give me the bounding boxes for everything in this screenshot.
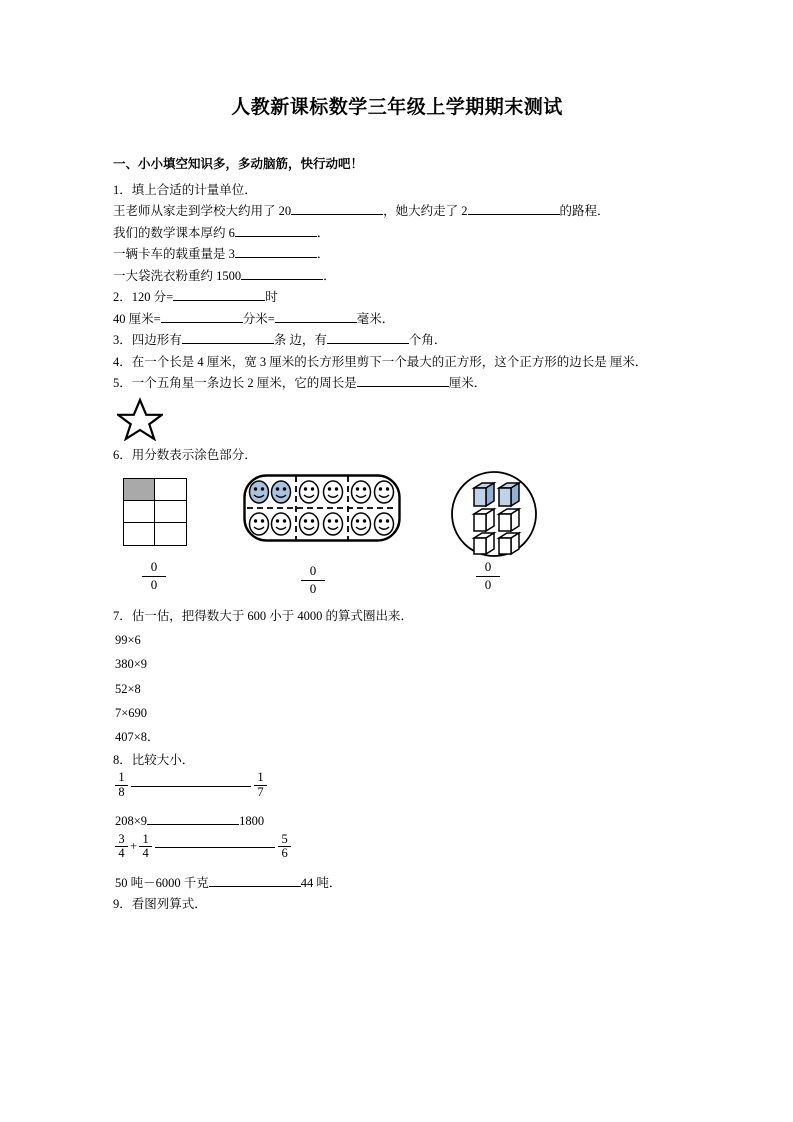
q2-blank-3[interactable] [275, 310, 357, 323]
q4-text: 4．在一个长是 4 厘米，宽 3 厘米的长方形里剪下一个最大的正方形，这个正方形的边长是 [113, 354, 607, 369]
grid-cell [124, 523, 155, 545]
q5-text-b: 厘米． [448, 376, 487, 391]
q1-line4-text-a: 一大袋洗衣粉重约 1500 [113, 268, 242, 283]
fraction-numerator: 1 [118, 770, 125, 785]
q3-text-c: 个角． [408, 333, 447, 348]
question-7-label: 7．估一估，把得数大于 600 小于 4000 的算式圈出来． [113, 609, 414, 624]
question-3 [113, 330, 681, 352]
cube-circle-figure [446, 470, 542, 556]
fraction-answer-3[interactable] [475, 560, 501, 593]
q1-blank-5[interactable] [241, 267, 323, 280]
q1-line4-text-b: ． [323, 268, 336, 283]
star-icon [117, 397, 163, 441]
q3-text-b: 条 边，有 [273, 333, 327, 348]
fraction-numerator: 1 [257, 770, 264, 785]
fraction-answer-1[interactable] [141, 560, 167, 593]
q4-text-2: 厘米． [609, 354, 648, 369]
smiley-group-figure [243, 474, 401, 542]
compare-right-value: 44 吨． [300, 875, 342, 890]
grid-cell [155, 479, 186, 501]
fraction-denominator: 8 [118, 784, 125, 799]
fraction-denominator: 0 [484, 577, 492, 593]
grid-cell-shaded [124, 479, 155, 501]
fraction-denominator: 7 [257, 784, 264, 799]
q3-text-a: 3．四边形有 [113, 333, 182, 348]
grid-2x3-figure [123, 478, 187, 546]
cube-circle-icon [446, 470, 542, 558]
fraction-denominator: 4 [142, 846, 149, 861]
question-8-compare-1 [113, 771, 681, 811]
question-9-label: 9．看图列算式． [113, 897, 207, 912]
q2-text-c: 40 厘米= [113, 311, 161, 326]
question-8-compare-3 [113, 833, 681, 873]
q3-blank-2[interactable] [327, 331, 409, 344]
compare-left-value: 50 吨－6000 千克 [115, 875, 209, 890]
fraction-b [139, 833, 152, 862]
grid-cell [155, 523, 186, 545]
q1-blank-2[interactable] [468, 202, 560, 215]
question-1-line-2 [113, 223, 681, 245]
question-7-item[interactable]: 380×9 [115, 657, 148, 672]
q1-line1-text-a: 王老师从家走到学校大约用了 20 [113, 204, 292, 219]
q1-line1-text-c: 的路程． [559, 204, 610, 219]
question-7-item[interactable]: 99×6 [115, 632, 141, 647]
question-2-line-1 [113, 287, 681, 309]
fraction-denominator: 6 [281, 846, 288, 861]
question-2-line-2 [113, 309, 681, 331]
question-7-item[interactable]: 52×8 [115, 681, 141, 696]
compare-right-value: 1800 [239, 814, 265, 829]
page-title: 人教新课标数学三年级上学期期末测试 [231, 97, 563, 118]
fraction-numerator: 5 [281, 831, 288, 846]
q5-blank[interactable] [357, 374, 449, 387]
q1-line3-text-b: ． [316, 247, 330, 262]
fraction-answer-2[interactable] [300, 564, 326, 597]
fraction-right [254, 771, 267, 800]
question-6-label: 6．用分数表示涂色部分． [113, 447, 257, 462]
five-pointed-star-figure [117, 397, 681, 445]
fraction-denominator: 0 [309, 581, 317, 597]
section-heading-1: 一、小小填空知识多，多动脑筋，快行动吧！ [113, 156, 364, 171]
plus-sign: + [130, 839, 138, 854]
smiley-group-icon [243, 474, 401, 542]
q3-blank-1[interactable] [182, 331, 274, 344]
q1-line1-text-b: ，她大约走了 2 [383, 204, 468, 219]
fraction-numerator: 0 [150, 559, 158, 575]
q1-blank-3[interactable] [235, 224, 317, 237]
q1-blank-1[interactable] [291, 202, 383, 215]
question-6-figures [113, 474, 681, 556]
fraction-denominator: 0 [150, 577, 158, 593]
compare-blank-3[interactable] [155, 846, 275, 848]
q1-line2-text-a: 我们的数学课本厚约 6 [113, 225, 235, 240]
compare-blank-1[interactable] [131, 784, 251, 786]
q2-text-a: 2．120 分= [113, 290, 174, 305]
q1-blank-4[interactable] [235, 245, 317, 258]
q1-line3-text-a: 一辆卡车的载重量是 3 [113, 247, 235, 262]
compare-left-expression: 208×9 [115, 814, 148, 829]
fraction-a [115, 833, 128, 862]
question-5 [113, 373, 681, 395]
compare-blank-4[interactable] [209, 874, 301, 887]
q2-blank-1[interactable] [173, 288, 265, 301]
q2-text-e: 毫米． [356, 311, 395, 326]
q1-line2-text-b: ． [316, 225, 330, 240]
question-6-answers [113, 560, 681, 606]
fraction-numerator: 0 [484, 559, 492, 575]
fraction-denominator: 4 [118, 846, 125, 861]
question-1-line-1 [113, 201, 681, 223]
q2-text-d: 分米= [242, 311, 275, 326]
grid-cell [155, 501, 186, 523]
q2-blank-2[interactable] [161, 310, 243, 323]
q5-text-a: 5．一个五角星一条边长 2 厘米，它的周长是 [113, 376, 357, 391]
fraction-numerator: 0 [309, 563, 317, 579]
grid-cell [124, 501, 155, 523]
fraction-left [115, 771, 128, 800]
question-1-line-3 [113, 244, 681, 266]
question-8-label: 8．比较大小． [113, 752, 195, 767]
document-content [113, 96, 681, 916]
compare-blank-2[interactable] [147, 812, 239, 825]
question-8-compare-2 [113, 811, 681, 833]
question-7-item[interactable]: 7×690 [115, 705, 148, 720]
fraction-numerator: 1 [142, 831, 149, 846]
question-8-compare-4 [113, 873, 681, 895]
q2-text-b: 时 [265, 290, 278, 305]
fraction-numerator: 3 [118, 831, 125, 846]
question-4 [113, 352, 681, 374]
question-1-line-4 [113, 266, 681, 288]
fraction-c [278, 833, 291, 862]
question-1-label: 1．填上合适的计量单位． [113, 182, 257, 197]
question-7-item[interactable]: 407×8． [115, 730, 160, 745]
